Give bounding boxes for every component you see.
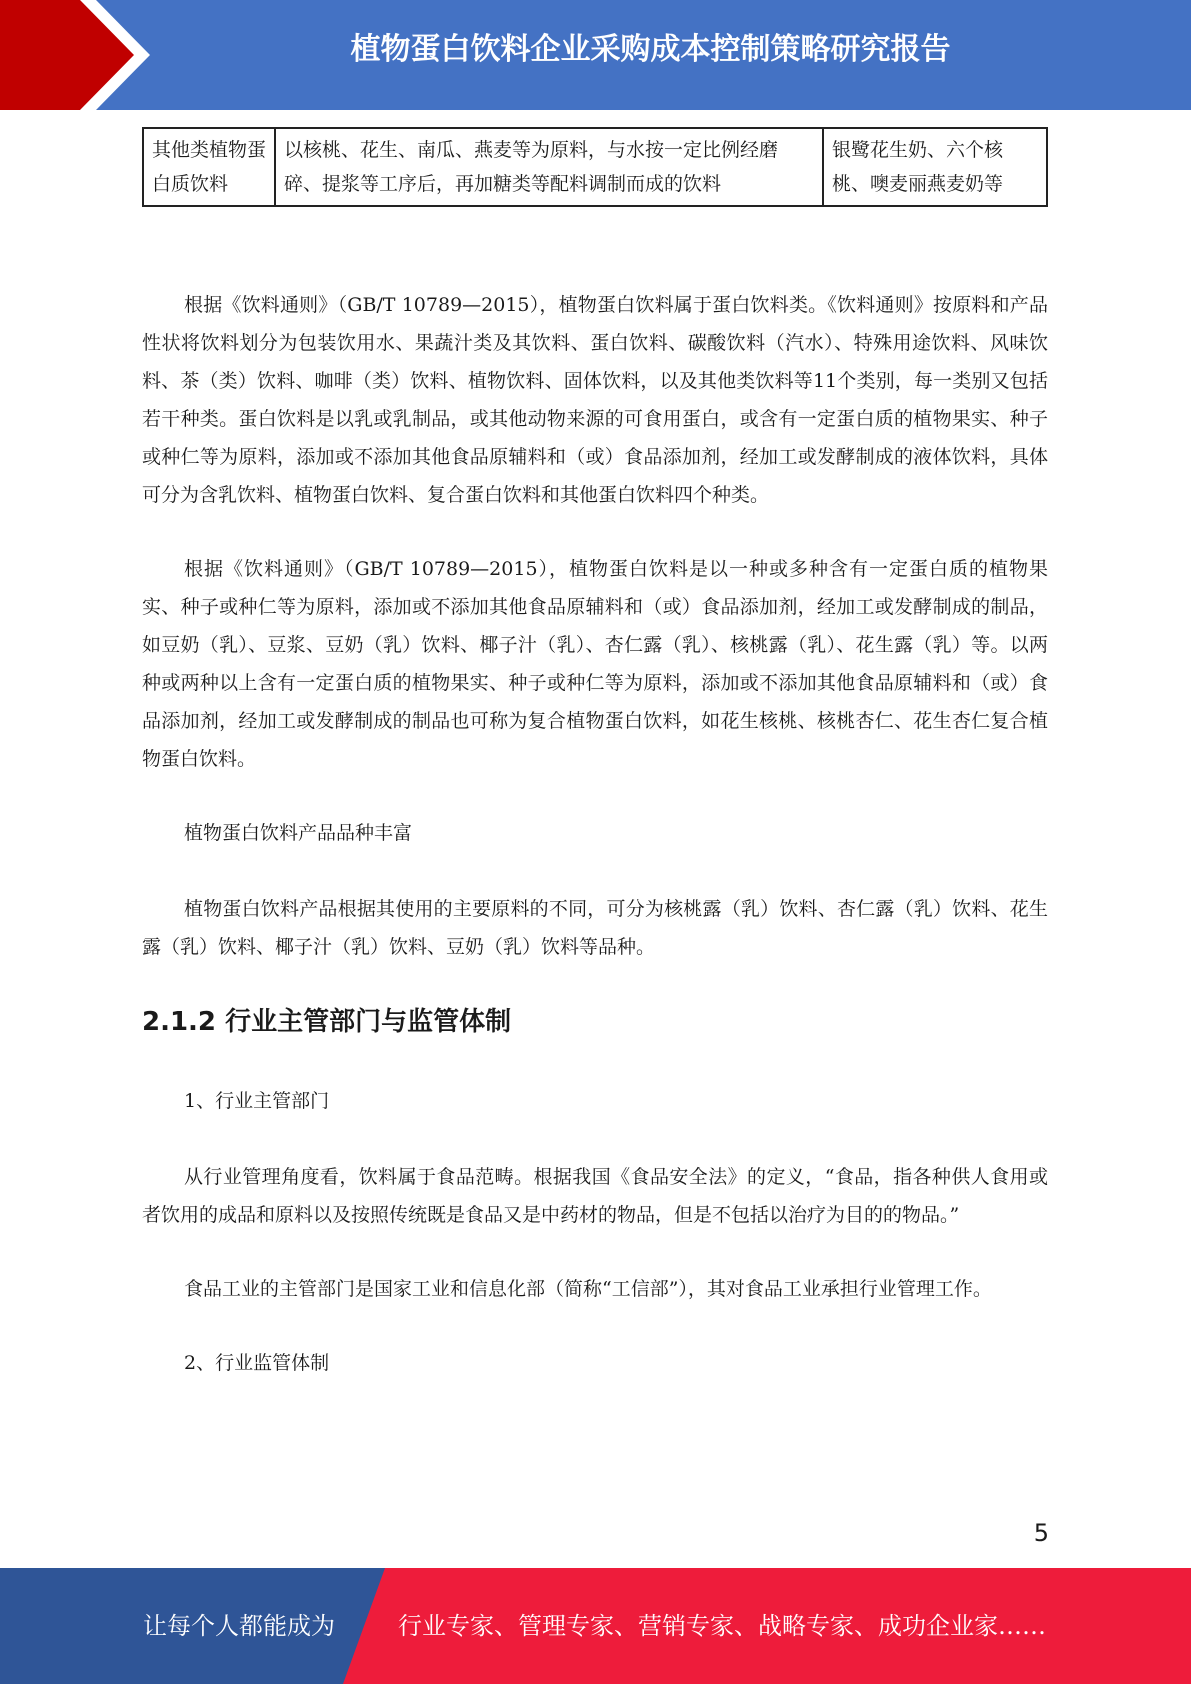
beverage-type-table [142, 127, 1048, 207]
page-header [0, 0, 1191, 110]
main-content [142, 286, 1048, 1420]
report-title: 植物蛋白饮料企业采购成本控制策略研究报告 [350, 32, 951, 67]
category-cell: 其他类植物蛋白质饮料 [143, 128, 275, 206]
examples-cell: 银鹭花生奶、六个核桃、噢麦丽燕麦奶等 [823, 128, 1047, 206]
subheading-regulation: 2、行业监管体制 [184, 1352, 330, 1374]
footer-slogan-right: 行业专家、管理专家、营销专家、战略专家、成功企业家…… [398, 1612, 1046, 1640]
header-arrow-decoration [0, 0, 160, 110]
footer-slogan-left: 让每个人都能成为 [143, 1612, 335, 1640]
paragraph-authority: 食品工业的主管部门是国家工业和信息化部（简称“工信部”），其对食品工业承担行业管理工作。 [184, 1278, 992, 1300]
table-row [143, 128, 1047, 206]
description-cell: 以核桃、花生、南瓜、燕麦等为原料，与水按一定比例经磨碎、提浆等工序后，再加糖类等配料调制而成的饮料 [275, 128, 823, 206]
paragraph-classification: 根据《饮料通则》（GB/T 10789—2015），植物蛋白饮料属于蛋白饮料类。《饮料通则》按原料和产品性状将饮料划分为包装饮用水、果蔬汁类及其饮料、蛋白饮料、碳酸饮料（汽水）、特殊用途饮料、风味饮料、茶（类）饮料、咖啡（类）饮料、植物饮料、固体饮料，以及其他类饮料等11个类别，每一类别又包括若干种类。蛋白饮料是以乳或乳制品，或其他动物来源的可食用蛋白，或含有一定蛋白质的植物果实、种子或种仁等为原料，添加或不添加其他食品原辅料和（或）食品添加剂，经加工或发酵制成的液体饮料，具体可分为含乳饮料、植物蛋白饮料、复合蛋白饮料和其他蛋白饮料四个种类。 [142, 294, 1048, 506]
paragraph-definition: 根据《饮料通则》（GB/T 10789—2015），植物蛋白饮料是以一种或多种含有一定蛋白质的植物果实、种子或种仁等为原料，添加或不添加其他食品原辅料和（或）食品添加剂，经加工或发酵制成的制品，如豆奶（乳）、豆浆、豆奶（乳）饮料、椰子汁（乳）、杏仁露（乳）、核桃露（乳）、花生露（乳）等。以两种或两种以上含有一定蛋白质的植物果实、种子或种仁等为原料，添加或不添加其他食品原辅料和（或）食品添加剂，经加工或发酵制成的制品也可称为复合植物蛋白饮料，如花生核桃、核桃杏仁、花生杏仁复合植物蛋白饮料。 [142, 558, 1048, 770]
paragraph-food-definition: 从行业管理角度看，饮料属于食品范畴。根据我国《食品安全法》的定义，“食品，指各种供人食用或者饮用的成品和原料以及按照传统既是食品又是中药材的物品，但是不包括以治疗为目的的物品。” [142, 1166, 1048, 1226]
subheading-authority: 1、行业主管部门 [184, 1090, 330, 1112]
paragraph-varieties: 植物蛋白饮料产品根据其使用的主要原料的不同，可分为核桃露（乳）饮料、杏仁露（乳）饮料、花生露（乳）饮料、椰子汁（乳）饮料、豆奶（乳）饮料等品种。 [142, 898, 1048, 958]
page-footer [0, 1568, 1191, 1684]
page-number: 5 [1033, 1519, 1049, 1547]
section-heading: 2.1.2 行业主管部门与监管体制 [142, 1007, 512, 1037]
paragraph-variety-intro: 植物蛋白饮料产品品种丰富 [184, 822, 413, 844]
